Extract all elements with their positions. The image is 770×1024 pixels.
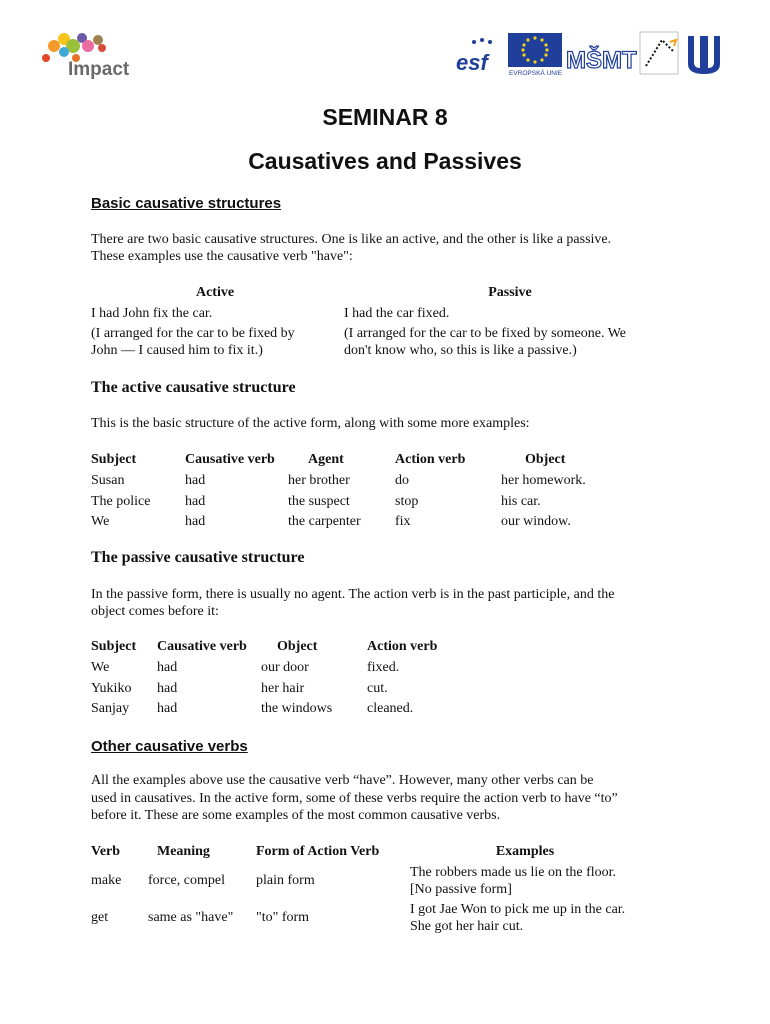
- section-basic-intro-line-1: There are two basic causative structures. One is like an active, and the other is like a passive.: [91, 232, 612, 247]
- active-table-header-causative-verb: Causative verb: [185, 452, 275, 467]
- impact-logo-text: Impact: [68, 59, 130, 80]
- table-cell: her hair: [261, 681, 305, 696]
- active-column-header: Active: [195, 285, 235, 300]
- example-cell: [No passive form]: [410, 882, 512, 897]
- section-basic-intro-line-2: These examples use the causative verb "have":: [91, 249, 353, 264]
- active-table-header-object: Object: [525, 452, 566, 467]
- table-cell: The police: [91, 494, 151, 509]
- esf-logo: [454, 32, 502, 75]
- table-cell: the windows: [261, 701, 333, 716]
- section-other-verbs-heading: Other causative verbs: [91, 738, 248, 755]
- table-cell: the carpenter: [288, 514, 361, 529]
- table-cell: Yukiko: [91, 681, 132, 696]
- verb-cell: get: [91, 910, 109, 925]
- passive-example: I had the car fixed.: [344, 306, 450, 321]
- form-cell: "to" form: [256, 910, 310, 925]
- verbs-table-header-examples: Examples: [495, 844, 555, 859]
- table-cell: our door: [261, 660, 309, 675]
- partner-logos: [452, 28, 732, 80]
- example-cell: She got her hair cut.: [410, 919, 524, 934]
- active-example: I had John fix the car.: [91, 306, 213, 321]
- table-cell: We: [91, 514, 110, 529]
- section-other-intro-line-3: before it. These are some examples of the most common causative verbs.: [91, 808, 501, 823]
- table-cell: her homework.: [501, 473, 586, 488]
- example-cell: The robbers made us lie on the floor.: [410, 865, 617, 880]
- impact-logo: [36, 28, 146, 80]
- section-passive-structure-heading: The passive causative structure: [91, 549, 305, 566]
- table-cell: the suspect: [288, 494, 350, 509]
- section-active-structure-heading: The active causative structure: [91, 379, 296, 396]
- meaning-cell: same as "have": [148, 910, 234, 925]
- active-table-header-agent: Agent: [308, 452, 344, 467]
- table-cell: had: [157, 701, 178, 716]
- example-cell: I got Jae Won to pick me up in the car.: [410, 902, 626, 917]
- msmt-logo-text: MŠMT: [566, 47, 637, 74]
- msmt-logo: [566, 46, 637, 74]
- section-active-intro: This is the basic structure of the active form, along with some more examples:: [91, 416, 530, 431]
- passive-note-line-2: don't know who, so this is like a passive.): [344, 343, 577, 358]
- table-cell: had: [157, 660, 178, 675]
- section-other-intro-line-1: All the examples above use the causative verb “have”. However, many other verbs can be: [91, 773, 594, 788]
- passive-column-header: Passive: [488, 285, 532, 300]
- verbs-table-header-form: Form of Action Verb: [256, 844, 380, 859]
- table-cell: Sanjay: [91, 701, 130, 716]
- active-note-line-1: (I arranged for the car to be fixed by: [91, 326, 295, 341]
- passive-table-header-action-verb: Action verb: [367, 639, 438, 654]
- page-title: SEMINAR 8: [322, 104, 448, 130]
- table-cell: cut.: [367, 681, 388, 696]
- table-cell: stop: [395, 494, 419, 509]
- page-subtitle: Causatives and Passives: [248, 148, 522, 174]
- section-passive-intro-line-2: object comes before it:: [91, 604, 219, 619]
- section-other-intro-line-2: used in causatives. In the active form, some of these verbs require the action verb to have “to”: [91, 791, 618, 806]
- form-cell: plain form: [256, 873, 315, 888]
- table-cell: had: [157, 681, 178, 696]
- mu-logo: [688, 36, 720, 74]
- table-cell: his car.: [501, 494, 541, 509]
- table-cell: fixed.: [367, 660, 400, 675]
- verbs-table-header-meaning: Meaning: [157, 844, 210, 859]
- passive-table-header-object: Object: [277, 639, 318, 654]
- table-cell: Susan: [91, 473, 125, 488]
- meaning-cell: force, compel: [148, 873, 225, 888]
- active-table-header-subject: Subject: [91, 452, 137, 467]
- section-basic-causative-heading: Basic causative structures: [91, 195, 282, 212]
- active-note-line-2: John — I caused him to fix it.): [91, 343, 263, 358]
- verbs-table-header-verb: Verb: [91, 844, 121, 859]
- passive-table-header-subject: Subject: [91, 639, 137, 654]
- operational-program-logo: [640, 32, 678, 74]
- table-cell: do: [395, 473, 409, 488]
- table-cell: had: [185, 473, 206, 488]
- eu-flag-logo: [508, 33, 563, 77]
- table-cell: our window.: [501, 514, 571, 529]
- verb-cell: make: [91, 873, 122, 888]
- table-cell: had: [185, 494, 206, 509]
- table-cell: fix: [395, 514, 411, 529]
- table-cell: We: [91, 660, 110, 675]
- section-passive-intro-line-1: In the passive form, there is usually no agent. The action verb is in the past participle, and the: [91, 587, 615, 602]
- passive-table-header-causative-verb: Causative verb: [157, 639, 247, 654]
- table-cell: cleaned.: [367, 701, 414, 716]
- table-cell: her brother: [288, 473, 350, 488]
- table-cell: had: [185, 514, 206, 529]
- eu-logo-caption: EVROPSKÁ UNIE: [509, 70, 563, 77]
- active-table-header-action-verb: Action verb: [395, 452, 466, 467]
- passive-note-line-1: (I arranged for the car to be fixed by someone. We: [344, 326, 626, 341]
- esf-logo-text: esf: [456, 50, 488, 75]
